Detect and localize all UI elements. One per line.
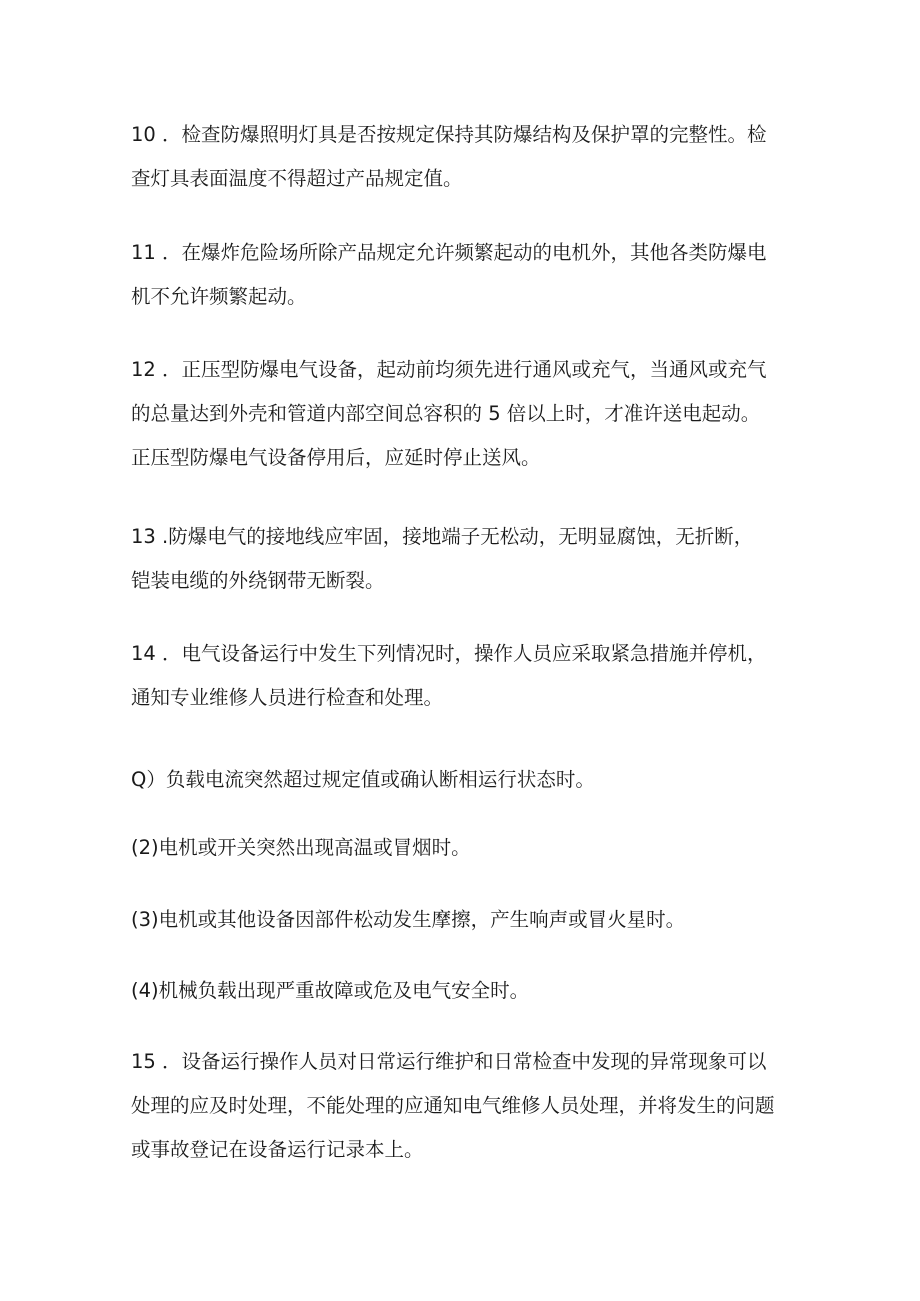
item-14-sub-1 [131,758,796,802]
item-13 [131,515,796,603]
item-14-sub-1-line: Q）负载电流突然超过规定值或确认断相运行状态时。 [131,768,595,791]
item-13-line-1: 13 .防爆电气的接地线应牢固，接地端子无松动，无明显腐蚀，无折断， [131,525,754,548]
item-12-line-3: 正压型防爆电气设备停用后，应延时停止送风。 [131,446,541,469]
item-14-sub-2-line: (2)电机或开关突然出现高温或冒烟时。 [131,836,471,859]
item-12 [131,348,796,480]
item-13-line-2: 铠装电缆的外绕钢带无断裂。 [131,569,385,592]
item-15-line-3: 或事故登记在设备运行记录本上。 [131,1138,424,1161]
item-12-line-2: 的总量达到外壳和管道内部空间总容积的 5 倍以上时，才准许送电起动。 [131,402,761,425]
item-14-sub-3 [131,898,796,942]
item-14-sub-4 [131,969,796,1013]
item-15 [131,1040,796,1172]
item-14-line-1: 14 ．电气设备运行中发生下列情况时，操作人员应采取紧急措施并停机， [131,642,767,665]
item-11-line-2: 机不允许频繁起动。 [131,285,307,308]
item-11-line-1: 11 ．在爆炸危险场所除产品规定允许频繁起动的电机外，其他各类防爆电 [131,241,767,264]
item-14-sub-2 [131,826,796,870]
item-14 [131,632,796,720]
item-12-line-1: 12 ．正压型防爆电气设备，起动前均须先进行通风或充气，当通风或充气 [131,358,767,381]
item-10-line-1: 10 ．检查防爆照明灯具是否按规定保持其防爆结构及保护罩的完整性。检 [131,123,767,146]
item-14-sub-3-line: (3)电机或其他设备因部件松动发生摩擦，产生响声或冒火星时。 [131,908,686,931]
item-14-sub-4-line: (4)机械负载出现严重故障或危及电气安全时。 [131,979,530,1002]
item-15-line-1: 15 ．设备运行操作人员对日常运行维护和日常检查中发现的异常现象可以 [131,1050,767,1073]
item-10 [131,113,796,201]
item-14-line-2: 通知专业维修人员进行检查和处理。 [131,686,444,709]
item-15-line-2: 处理的应及时处理，不能处理的应通知电气维修人员处理，并将发生的问题 [131,1094,775,1117]
item-11 [131,231,796,319]
item-10-line-2: 查灯具表面温度不得超过产品规定值。 [131,167,463,190]
